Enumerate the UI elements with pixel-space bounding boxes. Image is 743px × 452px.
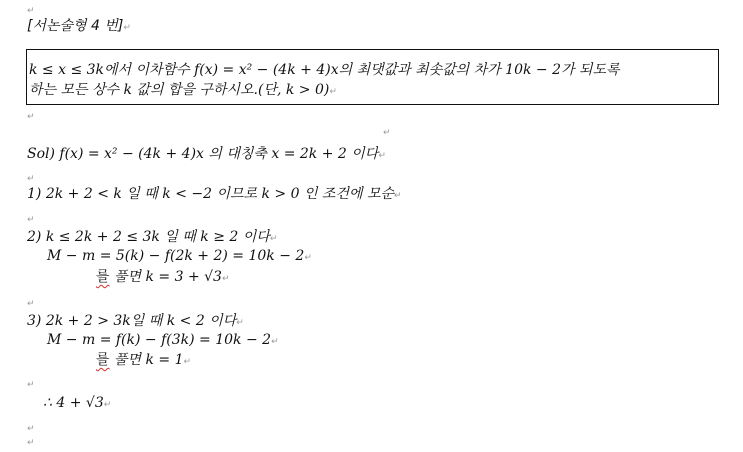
- case-3-line-1: [27, 312, 244, 332]
- problem-line-1: [29, 61, 620, 79]
- paragraph-mark: ↵: [221, 274, 230, 284]
- solution-intro: [27, 145, 386, 165]
- case-2-text-1: 2) k ≤ 2k + 2 ≤ 3k 일 때 k ≥ 2 이다: [27, 229, 270, 245]
- case-1-text: 1) 2k + 2 < k 일 때 k < −2 이므로 k > 0 인 조건에 모순: [27, 186, 395, 202]
- paragraph-mark: ↵: [269, 234, 278, 244]
- case-2-text-3: 풀면 k = 3 + √3: [109, 269, 222, 285]
- case-3-text-2: M − m = f(k) − f(3k) = 10k − 2: [47, 332, 272, 348]
- paragraph-mark: ↵: [378, 151, 386, 161]
- paragraph-mark: ↵: [27, 112, 35, 122]
- solution-intro-text: Sol) f(x) = x² − (4k + 4)x 의 대칭축 x = 2k + 2 이다: [27, 146, 379, 162]
- problem-header: [27, 17, 131, 37]
- case-2-text-3-prefix: 를: [96, 269, 110, 285]
- paragraph-mark: ↵: [27, 380, 35, 390]
- case-1: [27, 185, 402, 205]
- paragraph-mark: ↵: [271, 337, 279, 347]
- case-3-line-2: [47, 331, 279, 351]
- case-2-line-2: [47, 247, 312, 267]
- paragraph-mark: ↵: [27, 6, 35, 16]
- problem-text-1: k ≤ x ≤ 3k에서 이차함수 f(x) = x² − (4k + 4)x의 최댓값과 최솟값의 차가 10k − 2가 되도록: [29, 62, 620, 78]
- paragraph-mark: ↵: [27, 438, 35, 448]
- paragraph-mark: ↵: [236, 318, 244, 328]
- case-3-line-3: [96, 351, 191, 371]
- case-3-text-3: 풀면 k = 1: [109, 352, 184, 368]
- case-3-text-1: 3) 2k + 2 > 3k일 때 k < 2 이다: [27, 313, 237, 329]
- paragraph-mark: ↵: [394, 191, 402, 201]
- paragraph-mark: ↵: [383, 128, 391, 138]
- final-answer: [43, 394, 111, 414]
- paragraph-mark: ↵: [27, 174, 35, 184]
- case-2-line-3: [96, 268, 230, 288]
- paragraph-mark: ↵: [27, 215, 35, 225]
- paragraph-mark: ↵: [103, 400, 112, 410]
- paragraph-mark: ↵: [304, 253, 312, 263]
- case-2-text-2: M − m = 5(k) − f(2k + 2) = 10k − 2: [47, 248, 305, 264]
- paragraph-mark: ↵: [27, 299, 35, 309]
- problem-header-text: [서논술형 4 번]: [27, 18, 124, 34]
- case-2-line-1: [27, 228, 277, 248]
- paragraph-mark: ↵: [123, 23, 131, 33]
- case-3-text-3-prefix: 를: [96, 352, 110, 368]
- problem-text-2: 하는 모든 상수 k 값의 합을 구하시오.(단, k > 0): [29, 82, 330, 98]
- problem-line-2: [29, 81, 337, 101]
- paragraph-mark: ↵: [329, 87, 337, 97]
- paragraph-mark: ↵: [27, 424, 35, 434]
- final-answer-text: ∴ 4 + √3: [43, 395, 104, 411]
- paragraph-mark: ↵: [183, 357, 192, 367]
